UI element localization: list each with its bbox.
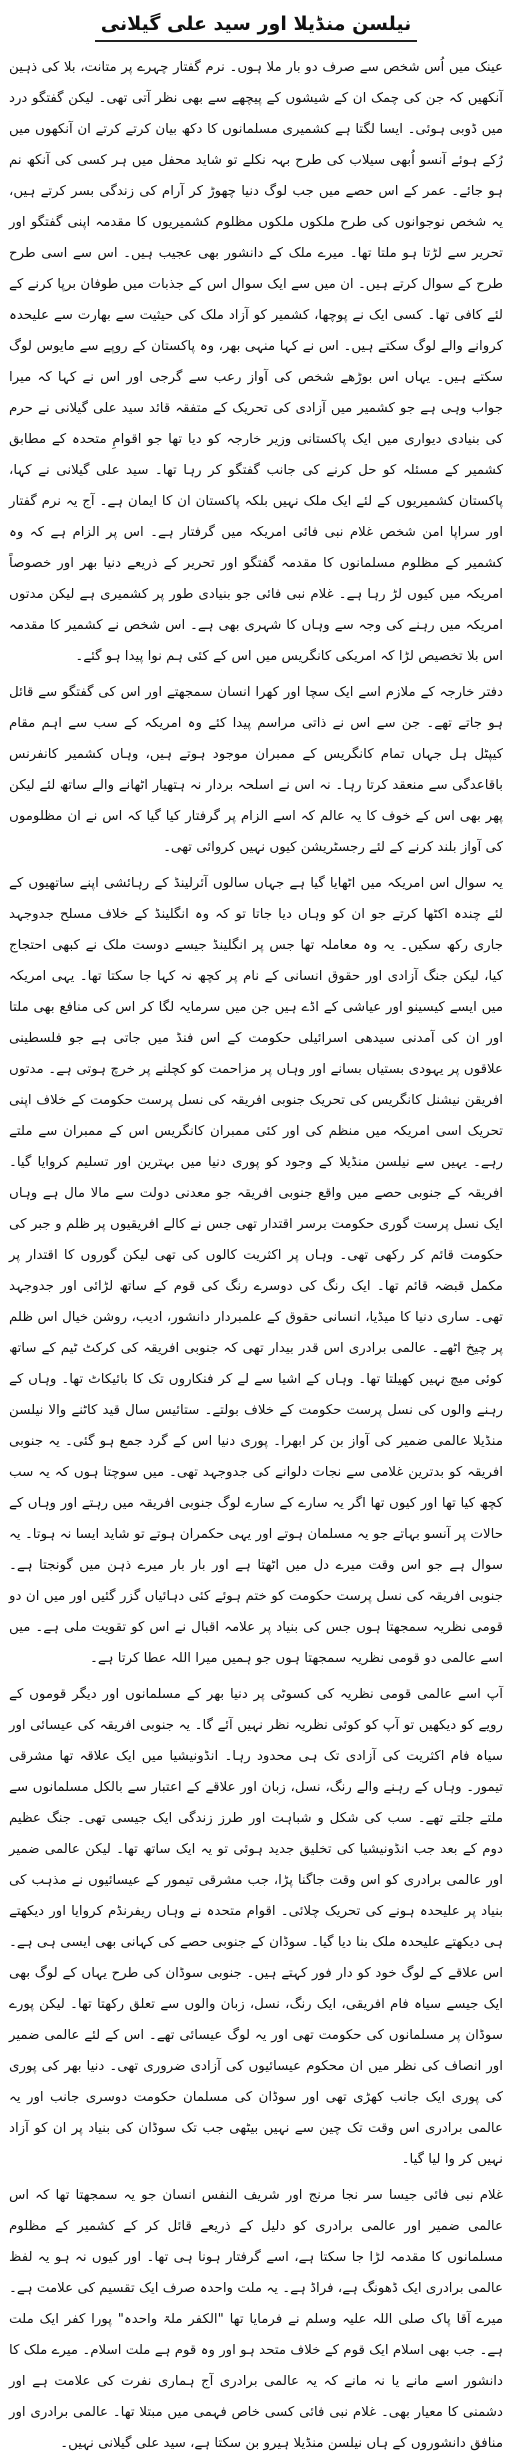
paragraph-3: یہ سوال اس امریکہ میں اٹھایا گیا ہے جہاں سالوں آئرلینڈ کے رہائشی اپنے ساتھیوں کے لئے چندہ اکٹھا کرتے جو ان کو وہاں دیا جاتا تو کہ وہ انگلینڈ کے خلاف مسلح جدوجہد جاری رکھ سکیں۔ یہ وہ معاملہ تھا جس پر انگلینڈ جیسے دوست ملک نے کبھی احتجاج کیا، لیکن جنگ آزادی اور حقوق انسانی کے نام پر کچھ نہ کہا جا سکتا تھا۔ یہی امریکہ میں ایسے کیسینو اور عیاشی کے اڈے ہیں جن میں سرمایہ لگا کر اس کی منافع بھی ملتا اور ان کی آمدنی سیدھی اسرائیلی حکومت کے اس فنڈ میں جاتی ہے جو فلسطینی علاقوں پر یہودی بستیاں بسانے اور وہاں پر مزاحمت کو کچلنے پر خرچ ہوتی ہے۔ مدتوں افریقن نیشنل کانگریس کی تحریک جنوبی افریقہ کی نسل پرست حکومت کے خلاف اپنی تحریک اسی امریکہ میں منظم کی اور کئی ممبران کانگریس اس کے ممبران سے ملتے رہے۔ یہیں سے نیلسن منڈیلا کے وجود کو پوری دنیا میں بہترین اور تسلیم کروایا گیا۔ افریقہ کے جنوبی حصے میں واقع جنوبی افریقہ جو معدنی دولت سے مالا مال ہے وہاں ایک نسل پرست گوری حکومت برسر اقتدار تھی جس نے کالے افریقیوں پر ظلم و جبر کی حکومت قائم کر رکھی تھی۔ وہاں پر اکثریت کالوں کی تھی لیکن گوروں کا اقتدار پر مکمل قبضہ قائم تھا۔ ایک رنگ کی دوسرے رنگ کی قوم کے ساتھ لڑائی اور جدوجہد تھی۔ ساری دنیا کا میڈیا، انسانی حقوق کے علمبردار دانشور، ادیب، روشن خیال اس ظلم پر چیخ اٹھے۔ عالمی برادری اس قدر بیدار تھی کہ جنوبی افریقہ کی کرکٹ ٹیم کے ساتھ کوئی میچ نہیں کھیلتا تھا۔ وہاں کے اشیا سے لے کر فنکاروں تک کا بائیکاٹ تھا۔ وہاں کے رہنے والوں کی نسل پرست حکومت کے خلاف بولتے۔ ستائیس سال قید کاٹنے والا نیلسن منڈیلا عالمی ضمیر کی آواز بن کر ابھرا۔ پوری دنیا اس کے گرد جمع ہو گئی۔ یہ جنوبی افریقہ کو بدترین غلامی سے نجات دلوانے کی جدوجہد تھی۔ میں سوچتا ہوں کہ یہ سب کچھ کیا تھا اور کیوں تھا اگر یہ سارے کے سارے لوگ جنوبی افریقہ میں رہتے اور وہاں کے حالات پر آنسو بہاتے جو یہ مسلمان ہوتے اور یہی حکمران ہوتے تو شاید ایسا نہ ہوتا۔ یہ سوال ہے جو اس وقت میرے دل میں اٹھتا ہے اور بار بار میرے ذہن میں گونجتا ہے۔ جنوبی افریقہ کی نسل پرست حکومت کو ختم ہوئے کئی دہائیاں گزر گئیں اور میں ان دو قومی نظریہ سمجھتا ہوں جس کی بنیاد پر علامہ اقبال نے اس کو تقویت ملی ہے۔ میں اسے عالمی دو قومی نظریہ سمجھتا ہوں جو ہمیں میرا اللہ عطا کرتا ہے۔ <box>9 876 503 1666</box>
headline-container <box>9 10 503 42</box>
paragraph-4: آپ اسے عالمی قومی نظریہ کی کسوٹی پر دنیا بھر کے مسلمانوں اور دیگر قوموں کے رویے کو دیکھیں تو آپ کو کوئی نظریہ نظر نہیں آئے گا۔ یہ جنوبی افریقہ کی عیسائی اور سیاہ فام اکثریت کی آزادی تک ہی محدود رہا۔ انڈونیشیا میں ایک علاقہ تھا مشرقی تیمور۔ وہاں کے رہنے والے رنگ، نسل، زبان اور علاقے کے اعتبار سے بالکل مسلمانوں سے ملتے جلتے تھے۔ سب کی شکل و شباہت اور طرز زندگی ایک جیسی تھی۔ جنگ عظیم دوم کے بعد جب انڈونیشیا کی تخلیق جدید ہوئی تو یہ ایک ساتھ تھا۔ لیکن عالمی ضمیر اور عالمی برادری کو اس وقت جاگنا پڑا، جب مشرقی تیمور کے عیسائیوں نے مذہب کی بنیاد پر علیحدہ ہونے کی تحریک چلائی۔ اقوام متحدہ نے وہاں ریفرنڈم کروایا اور دیکھتے ہی دیکھتے علیحدہ ملک بنا دیا گیا۔ سوڈان کے جنوبی حصے کی کہانی بھی ایسی ہی ہے۔ اس علاقے کے لوگ خود کو دار فور کہتے ہیں۔ جنوبی سوڈان کی طرح یہاں کے لوگ بھی ایک جیسے سیاہ فام افریقی، ایک رنگ، نسل، زبان والوں سے تعلق رکھتا تھا۔ لیکن پورے سوڈان پر مسلمانوں کی حکومت تھی اور یہ لوگ عیسائی تھے۔ اس کے لئے عالمی ضمیر اور انصاف کی نظر میں ان محکوم عیسائیوں کی آزادی ضروری تھی۔ دنیا بھر کی پوری کی پوری ایک جانب کھڑی تھی اور سوڈان کی مسلمان حکومت دوسری جانب اور یہ عالمی برادری اس وقت تک چین سے نہیں بیٹھی جب تک سوڈان کی بنیاد پر ان کو آزاد نہیں کر وا لیا گیا۔ <box>9 1687 503 2167</box>
paragraph-5: غلام نبی فائی جیسا سر نجا مرنج اور شریف النفس انسان جو یہ سمجھتا تھا کہ اس عالمی ضمیر اور عالمی برادری کو دلیل کے ذریعے قائل کر کے کشمیر کے مظلوم مسلمانوں کا مقدمہ لڑا جا سکتا ہے، اسے گرفتار ہونا ہی تھا۔ اور کیوں نہ ہو یہ لفظ عالمی برادری ایک ڈھونگ ہے، فراڈ ہے۔ یہ ملت واحدہ صرف ایک تقسیم کی علامت ہے۔ میرے آقا پاک صلی اللہ علیہ وسلم نے فرمایا تھا "الکفر ملۃ واحدہ" پورا کفر ایک ملت ہے۔ جب بھی اسلام ایک قوم کے خلاف متحد ہو اور وہ قوم ہے ملت اسلام۔ میرے ملک کا دانشور اسے مانے یا نہ مانے کہ یہ عالمی برادری آج ہماری نفرت کی علامت ہے اور دشمنی کا معیار بھی۔ غلام نبی فائی کسی خاص فہمی میں مبتلا تھا۔ عالمی برادری اور منافق دانشوروں کے ہاں نیلسن منڈیلا ہیرو بن سکتا ہے، سید علی گیلانی نہیں۔ <box>9 2188 503 2451</box>
paragraph-1: عینک میں اُس شخص سے صرف دو بار ملا ہوں۔ نرم گفتار چہرے پر متانت، بلا کی ذہین آنکھیں کہ جن کی چمک ان کے شیشوں کے پیچھے سے بھی نظر آتی تھی۔ لیکن گفتگو درد میں ڈوبی ہوئی۔ ایسا لگتا ہے کشمیری مسلمانوں کا دکھ بیان کرتے کرتے ان آنکھوں میں رُکے ہوئے آنسو اُبھی سیلاب کی طرح بہہ نکلے تو شاید محفل میں ہر کسی کی آنکھ نم ہو جائے۔ عمر کے اس حصے میں جب لوگ دنیا چھوڑ کر آرام کی زندگی بسر کرتے ہیں، یہ شخص نوجوانوں کی طرح ملکوں ملکوں مظلوم کشمیریوں کا مقدمہ اپنی گفتگو اور تحریر سے لڑتا ہو ملتا تھا۔ میرے ملک کے دانشور بھی عجیب ہیں۔ اس سے اسی طرح طرح کے سوال کرتے ہیں۔ ان میں سے ایک سوال اس کے جذبات میں طوفان برپا کرنے کے لئے کافی تھا۔ کسی ایک نے پوچھا، کشمیر کو آزاد ملک کی حیثیت سے بھارت سے علیحدہ کروانے والے لوگ سکتے ہیں۔ اس نے کہا منہی بھر، وہ پاکستان کے روپے سے مایوس لوگ سکتے ہیں۔ یہاں اس بوڑھے شخص کی آواز رعب سے گرجی اور اس نے کہا کہ میرا جواب وہی ہے جو کشمیر میں آزادی کی تحریک کے متفقہ قائد سید علی گیلانی نے حرم کی بنیادی دیواری میں ایک پاکستانی وزیر خارجہ کو دیا تھا جو اقوامِ متحدہ کے مطابق کشمیر کے مسئلہ کو حل کرنے کی جانب گفتگو کر رہا تھا۔ سید علی گیلانی نے کہا، پاکستان کشمیریوں کے لئے ایک ملک نہیں بلکہ پاکستان ان کا ایمان ہے۔ آج یہ نرم گفتار اور سراپا امن شخص غلام نبی فائی امریکہ میں گرفتار ہے۔ اس پر الزام ہے کہ وہ کشمیر کے مظلوم مسلمانوں کا مقدمہ گفتگو اور تحریر کے ذریعے دنیا بھر اور خصوصاً امریکہ میں کیوں لڑ رہا ہے۔ غلام نبی فائی جو بنیادی طور پر کشمیری ہے لیکن مدتوں امریکہ میں رہنے کی وجہ سے وہاں کا شہری بھی ہے۔ اس شخص نے کشمیر کا مقدمہ اس بلا تخصیص لڑا کہ امریکی کانگریس میں اس کے کئی ہم نوا پیدا ہو گئے۔ <box>9 60 503 664</box>
column-headline: نیلسن منڈیلا اور سید علی گیلانی <box>95 10 417 42</box>
paragraph-2: دفتر خارجہ کے ملازم اسے ایک سچا اور کھرا انسان سمجھتے اور اس کی گفتگو سے قائل ہو جاتے تھے۔ جن سے اس نے ذاتی مراسم پیدا کئے وہ امریکہ کے سب سے اہم مقام کیپٹل ہل جہاں تمام کانگریس کے ممبران موجود ہوتے ہیں، وہاں کشمیر کانفرنس باقاعدگی سے منعقد کرتا رہا۔ نہ اس نے اسلحہ بردار نہ ہتھیار اٹھانے والے ساتھ لئے لیکن پھر بھی اس کے خوف کا یہ عالم کہ اسے الزام پر گرفتار کیا گیا کہ اس نے ان مظلوموں کی آواز بلند کرنے کے لئے رجسٹریشن کیوں نہیں کروائی تھی۔ <box>9 685 503 855</box>
article-body <box>9 52 503 2459</box>
